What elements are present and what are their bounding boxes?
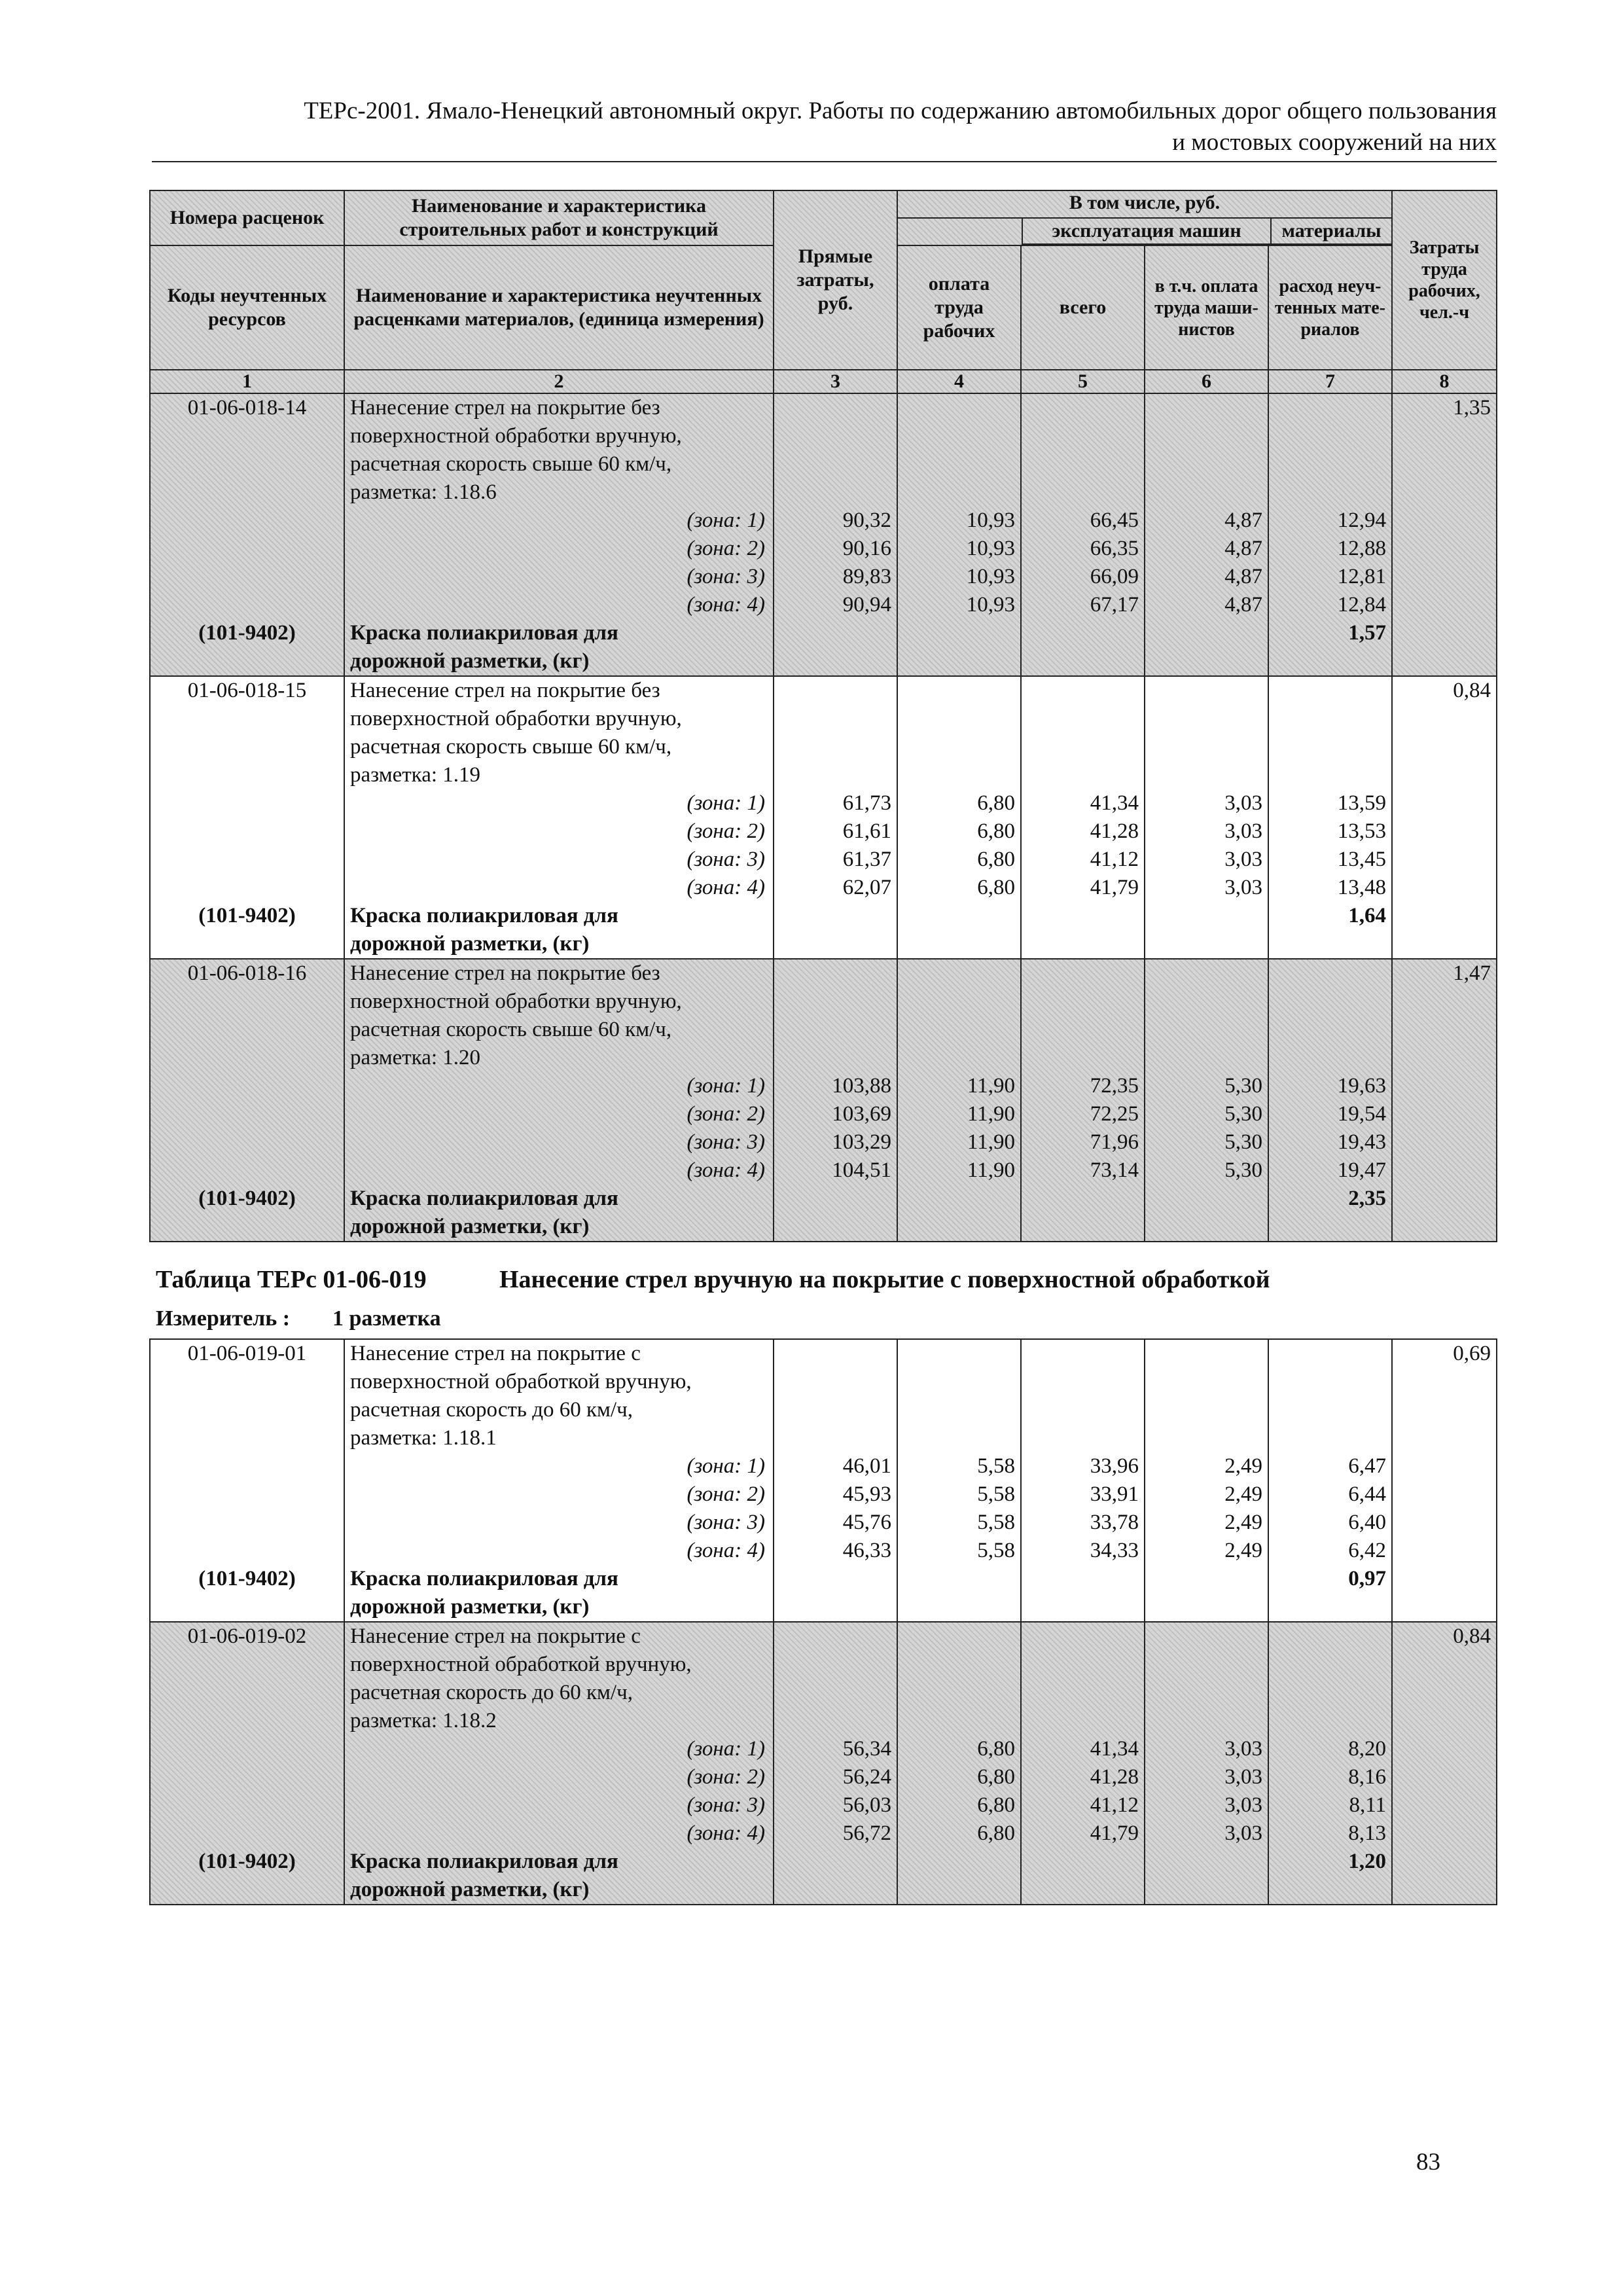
- cost-value: 5,58: [977, 1454, 1015, 1478]
- rate-code-cell: [150, 1622, 344, 1905]
- cost-value: 41,12: [1090, 1793, 1139, 1817]
- zone-label: (зона: 4): [687, 1821, 765, 1845]
- value-cell-c3: [774, 959, 897, 1242]
- col-number: 8: [1392, 370, 1497, 393]
- work-description-line: расчетная скорость свыше 60 км/ч,: [350, 452, 672, 476]
- cost-value: 72,25: [1090, 1102, 1139, 1126]
- material-name-line: Краска полиакриловая для: [350, 1850, 618, 1873]
- cost-value: 71,96: [1090, 1130, 1139, 1154]
- resource-code: (101-9402): [198, 904, 296, 927]
- cost-value: 5,30: [1224, 1074, 1262, 1098]
- cost-value: 6,80: [977, 876, 1015, 899]
- zone-label: (зона: 4): [687, 1158, 765, 1182]
- material-name-line: Краска полиакриловая для: [350, 1187, 618, 1210]
- work-description-cell: [344, 676, 774, 959]
- zone-label: (зона: 3): [687, 1511, 765, 1534]
- cost-value: 8,16: [1348, 1765, 1386, 1789]
- cost-value: 2,49: [1224, 1511, 1262, 1534]
- rate-code: 01-06-018-16: [187, 961, 307, 985]
- cost-value: 2,49: [1224, 1454, 1262, 1478]
- cost-value: 45,76: [842, 1511, 891, 1534]
- rate-code-cell: [150, 393, 344, 676]
- header-worker-pay: оплата труда рабочих: [897, 245, 1021, 370]
- value-cell-c4: [897, 959, 1021, 1242]
- work-description-line: разметка: 1.18.6: [350, 480, 497, 504]
- cost-value: 89,83: [842, 565, 891, 588]
- cost-value: 19,47: [1337, 1158, 1386, 1182]
- value-cell-c6: [1145, 1622, 1268, 1905]
- material-name-line: дорожной разметки, (кг): [350, 1595, 590, 1619]
- header-direct-costs: Прямые затраты, руб.: [774, 190, 897, 370]
- table-body: [150, 393, 1497, 1242]
- work-description-line: разметка: 1.20: [350, 1046, 481, 1069]
- header-line-1: ТЕРс-2001. Ямало-Ненецкий автономный округ. Работы по содержанию автомобильных дорог общего пользования: [304, 98, 1497, 124]
- cost-value: 45,93: [842, 1482, 891, 1506]
- work-description-line: Нанесение стрел на покрытие без: [350, 679, 660, 702]
- measure-label: Измеритель :: [156, 1306, 291, 1331]
- cost-value: 5,58: [977, 1511, 1015, 1534]
- material-quantity: 0,97: [1348, 1567, 1386, 1590]
- cost-value: 3,03: [1224, 1793, 1262, 1817]
- header-line-2: и мостовых сооружений на них: [1172, 129, 1497, 156]
- work-description-line: поверхностной обработкой вручную,: [350, 1370, 692, 1393]
- value-cell-c4: [897, 676, 1021, 959]
- cost-value: 2,49: [1224, 1539, 1262, 1562]
- rate-code: 01-06-019-01: [187, 1342, 307, 1365]
- cost-value: 10,93: [966, 509, 1015, 532]
- work-description-cell: [344, 959, 774, 1242]
- cost-value: 62,07: [842, 876, 891, 899]
- work-description-line: поверхностной обработки вручную,: [350, 707, 682, 730]
- page-number: 83: [1416, 2149, 1440, 2176]
- cost-value: 19,43: [1337, 1130, 1386, 1154]
- cost-value: 67,17: [1090, 593, 1139, 617]
- cost-value: 6,80: [977, 791, 1015, 815]
- material-name-line: дорожной разметки, (кг): [350, 1878, 590, 1901]
- zone-label: (зона: 2): [687, 1102, 765, 1126]
- cost-value: 66,35: [1090, 537, 1139, 560]
- value-cell-c6: [1145, 959, 1268, 1242]
- header-machinist-pay: в т.ч. оплата труда маши-нистов: [1145, 245, 1268, 370]
- col-number: 2: [344, 370, 774, 393]
- work-description-line: поверхностной обработки вручную,: [350, 990, 682, 1013]
- labor-cell: [1392, 1339, 1497, 1622]
- header-including: В том числе, руб.: [898, 191, 1391, 219]
- work-description-line: поверхностной обработки вручную,: [350, 424, 682, 448]
- cost-value: 33,91: [1090, 1482, 1139, 1506]
- cost-value: 56,34: [842, 1737, 891, 1761]
- work-description-line: Нанесение стрел на покрытие с: [350, 1342, 641, 1365]
- cost-value: 6,47: [1348, 1454, 1386, 1478]
- value-cell-c5: [1021, 393, 1145, 676]
- rate-code: 01-06-019-02: [187, 1624, 307, 1648]
- value-cell-c4: [897, 393, 1021, 676]
- cost-value: 6,80: [977, 1765, 1015, 1789]
- resource-code: (101-9402): [198, 1187, 296, 1210]
- cost-value: 61,37: [842, 848, 891, 871]
- cost-value: 6,80: [977, 1737, 1015, 1761]
- table-header: [150, 190, 1497, 393]
- material-name-line: дорожной разметки, (кг): [350, 649, 590, 673]
- header-work-name: Наименование и характеристика строительных работ и конструкций: [344, 190, 774, 245]
- cost-value: 11,90: [967, 1158, 1015, 1182]
- cost-value: 10,93: [966, 565, 1015, 588]
- cost-value: 41,28: [1090, 819, 1139, 843]
- work-description-line: поверхностной обработкой вручную,: [350, 1653, 692, 1676]
- work-description-line: разметка: 1.19: [350, 763, 481, 787]
- cost-value: 33,78: [1090, 1511, 1139, 1534]
- cost-value: 4,87: [1224, 537, 1262, 560]
- cost-value: 4,87: [1224, 565, 1262, 588]
- labor-value: 1,47: [1453, 961, 1491, 985]
- cost-value: 3,03: [1224, 819, 1262, 843]
- cost-value: 8,20: [1348, 1737, 1386, 1761]
- material-quantity: 1,20: [1348, 1850, 1386, 1873]
- unit-of-measure: [156, 1306, 441, 1331]
- rate-code-cell: [150, 959, 344, 1242]
- table-row: [150, 393, 1497, 676]
- labor-value: 1,35: [1453, 396, 1491, 420]
- cost-value: 56,03: [842, 1793, 891, 1817]
- labor-value: 0,84: [1453, 1624, 1491, 1648]
- value-cell-c3: [774, 676, 897, 959]
- cost-value: 5,30: [1224, 1158, 1262, 1182]
- header-resource-codes: Коды неучтенных ресурсов: [150, 245, 344, 370]
- cost-value: 41,34: [1090, 1737, 1139, 1761]
- resource-code: (101-9402): [198, 1850, 296, 1873]
- cost-value: 90,16: [842, 537, 891, 560]
- value-cell-c3: [774, 393, 897, 676]
- table-caption: Нанесение стрел вручную на покрытие с поверхностной обработкой: [499, 1266, 1270, 1293]
- zone-label: (зона: 1): [687, 509, 765, 532]
- material-name-line: Краска полиакриловая для: [350, 1567, 618, 1590]
- cost-value: 104,51: [832, 1158, 891, 1182]
- cost-value: 6,40: [1348, 1511, 1386, 1534]
- cost-value: 11,90: [967, 1102, 1015, 1126]
- zone-label: (зона: 3): [687, 1130, 765, 1154]
- cost-value: 41,28: [1090, 1765, 1139, 1789]
- rates-table-019: [149, 1338, 1497, 1905]
- cost-value: 6,80: [977, 819, 1015, 843]
- material-name-line: Краска полиакриловая для: [350, 904, 618, 927]
- cost-value: 11,90: [967, 1074, 1015, 1098]
- cost-value: 3,03: [1224, 1821, 1262, 1845]
- cost-value: 6,80: [977, 1821, 1015, 1845]
- cost-value: 103,88: [832, 1074, 891, 1098]
- header-labor-costs: Затраты труда рабочих, чел.-ч: [1392, 190, 1497, 370]
- material-quantity: 1,57: [1348, 621, 1386, 645]
- table-row: [150, 959, 1497, 1242]
- zone-label: (зона: 3): [687, 848, 765, 871]
- material-name-line: дорожной разметки, (кг): [350, 1215, 590, 1238]
- cost-value: 41,12: [1090, 848, 1139, 871]
- table-label: Таблица ТЕРс 01-06-019: [156, 1266, 427, 1293]
- cost-value: 8,11: [1349, 1793, 1386, 1817]
- cost-value: 19,54: [1337, 1102, 1386, 1126]
- material-quantity: 2,35: [1348, 1187, 1386, 1210]
- cost-value: 12,94: [1337, 509, 1386, 532]
- labor-cell: [1392, 393, 1497, 676]
- zone-label: (зона: 2): [687, 1482, 765, 1506]
- zone-label: (зона: 2): [687, 537, 765, 560]
- cost-value: 66,09: [1090, 565, 1139, 588]
- zone-label: (зона: 4): [687, 1539, 765, 1562]
- rate-code: 01-06-018-15: [187, 679, 307, 702]
- labor-value: 0,84: [1453, 679, 1491, 702]
- col-number: 3: [774, 370, 897, 393]
- zone-label: (зона: 1): [687, 791, 765, 815]
- work-description-cell: [344, 1622, 774, 1905]
- resource-code: (101-9402): [198, 1567, 296, 1590]
- table-row: [150, 1339, 1497, 1622]
- work-description-line: расчетная скорость до 60 км/ч,: [350, 1398, 633, 1422]
- material-quantity: 1,64: [1348, 904, 1386, 927]
- value-cell-c7: [1268, 1622, 1392, 1905]
- cost-value: 56,72: [842, 1821, 891, 1845]
- labor-cell: [1392, 676, 1497, 959]
- header-machines: эксплуатация машин: [1023, 219, 1272, 245]
- col-number: 1: [150, 370, 344, 393]
- cost-value: 5,30: [1224, 1130, 1262, 1154]
- value-cell-c6: [1145, 676, 1268, 959]
- cost-value: 56,24: [842, 1765, 891, 1789]
- labor-cell: [1392, 1622, 1497, 1905]
- value-cell-c6: [1145, 1339, 1268, 1622]
- zone-label: (зона: 3): [687, 1793, 765, 1817]
- value-cell-c4: [897, 1622, 1021, 1905]
- cost-value: 3,03: [1224, 876, 1262, 899]
- work-description-cell: [344, 1339, 774, 1622]
- value-cell-c7: [1268, 959, 1392, 1242]
- zone-label: (зона: 4): [687, 593, 765, 617]
- cost-value: 6,80: [977, 1793, 1015, 1817]
- cost-value: 4,87: [1224, 593, 1262, 617]
- cost-value: 8,13: [1348, 1821, 1386, 1845]
- cost-value: 2,49: [1224, 1482, 1262, 1506]
- col-number: 7: [1268, 370, 1392, 393]
- rate-code: 01-06-018-14: [187, 396, 307, 420]
- value-cell-c3: [774, 1622, 897, 1905]
- zone-label: (зона: 1): [687, 1074, 765, 1098]
- cost-value: 41,79: [1090, 1821, 1139, 1845]
- cost-value: 13,59: [1337, 791, 1386, 815]
- work-description-line: Нанесение стрел на покрытие без: [350, 396, 660, 420]
- zone-label: (зона: 2): [687, 819, 765, 843]
- table-row: [150, 676, 1497, 959]
- cost-value: 4,87: [1224, 509, 1262, 532]
- work-description-line: разметка: 1.18.1: [350, 1426, 497, 1450]
- col-number: 4: [897, 370, 1021, 393]
- cost-value: 41,34: [1090, 791, 1139, 815]
- cost-value: 46,01: [842, 1454, 891, 1478]
- work-description-line: расчетная скорость свыше 60 км/ч,: [350, 735, 672, 759]
- cost-value: 5,58: [977, 1539, 1015, 1562]
- work-description-line: Нанесение стрел на покрытие с: [350, 1624, 641, 1648]
- cost-value: 61,61: [842, 819, 891, 843]
- zone-label: (зона: 3): [687, 565, 765, 588]
- material-name-line: Краска полиакриловая для: [350, 621, 618, 645]
- cost-value: 12,81: [1337, 565, 1386, 588]
- value-cell-c7: [1268, 1339, 1392, 1622]
- cost-value: 3,03: [1224, 791, 1262, 815]
- value-cell-c5: [1021, 676, 1145, 959]
- cost-value: 11,90: [967, 1130, 1015, 1154]
- work-description-line: разметка: 1.18.2: [350, 1709, 497, 1732]
- cost-value: 12,88: [1337, 537, 1386, 560]
- material-name-line: дорожной разметки, (кг): [350, 932, 590, 956]
- cost-value: 5,58: [977, 1482, 1015, 1506]
- cost-value: 73,14: [1090, 1158, 1139, 1182]
- cost-value: 34,33: [1090, 1539, 1139, 1562]
- cost-value: 5,30: [1224, 1102, 1262, 1126]
- value-cell-c7: [1268, 676, 1392, 959]
- cost-value: 13,48: [1337, 876, 1386, 899]
- cost-value: 6,42: [1348, 1539, 1386, 1562]
- labor-cell: [1392, 959, 1497, 1242]
- page-header: [152, 96, 1497, 162]
- zone-label: (зона: 4): [687, 876, 765, 899]
- table-row: [150, 1622, 1497, 1905]
- measure-value: 1 разметка: [332, 1306, 441, 1331]
- cost-value: 41,79: [1090, 876, 1139, 899]
- work-description-line: расчетная скорость до 60 км/ч,: [350, 1681, 633, 1704]
- cost-value: 46,33: [842, 1539, 891, 1562]
- rate-code-cell: [150, 676, 344, 959]
- col-number: 5: [1021, 370, 1145, 393]
- value-cell-c5: [1021, 1622, 1145, 1905]
- cost-value: 3,03: [1224, 1765, 1262, 1789]
- zone-label: (зона: 2): [687, 1765, 765, 1789]
- cost-value: 66,45: [1090, 509, 1139, 532]
- header-machines-total: всего: [1021, 245, 1145, 370]
- cost-value: 10,93: [966, 593, 1015, 617]
- work-description-line: Нанесение стрел на покрытие без: [350, 961, 660, 985]
- cost-value: 3,03: [1224, 1737, 1262, 1761]
- resource-code: (101-9402): [198, 621, 296, 645]
- header-material-name: Наименование и характеристика неучтенных расценками материалов, (единица измерения): [344, 245, 774, 370]
- value-cell-c3: [774, 1339, 897, 1622]
- work-description-cell: [344, 393, 774, 676]
- header-rate-numbers: Номера расценок: [150, 190, 344, 245]
- table-title: [156, 1265, 1270, 1294]
- table-body: [150, 1339, 1497, 1905]
- col-number: 6: [1145, 370, 1268, 393]
- cost-value: 13,53: [1337, 819, 1386, 843]
- header-material-consumption: расход неуч-тенных мате-риалов: [1268, 245, 1392, 370]
- cost-value: 72,35: [1090, 1074, 1139, 1098]
- value-cell-c4: [897, 1339, 1021, 1622]
- cost-value: 103,29: [832, 1130, 891, 1154]
- labor-value: 0,69: [1453, 1342, 1491, 1365]
- zone-label: (зона: 1): [687, 1454, 765, 1478]
- value-cell-c5: [1021, 1339, 1145, 1622]
- header-materials: материалы: [1272, 219, 1391, 245]
- zone-label: (зона: 1): [687, 1737, 765, 1761]
- value-cell-c5: [1021, 959, 1145, 1242]
- cost-value: 33,96: [1090, 1454, 1139, 1478]
- cost-value: 13,45: [1337, 848, 1386, 871]
- cost-value: 90,94: [842, 593, 891, 617]
- cost-value: 6,44: [1348, 1482, 1386, 1506]
- cost-value: 3,03: [1224, 848, 1262, 871]
- work-description-line: расчетная скорость свыше 60 км/ч,: [350, 1018, 672, 1041]
- cost-value: 61,73: [842, 791, 891, 815]
- cost-value: 90,32: [842, 509, 891, 532]
- cost-value: 12,84: [1337, 593, 1386, 617]
- cost-value: 6,80: [977, 848, 1015, 871]
- value-cell-c7: [1268, 393, 1392, 676]
- cost-value: 10,93: [966, 537, 1015, 560]
- cost-value: 19,63: [1337, 1074, 1386, 1098]
- rate-code-cell: [150, 1339, 344, 1622]
- rates-table-018: [149, 190, 1497, 1242]
- cost-value: 103,69: [832, 1102, 891, 1126]
- value-cell-c6: [1145, 393, 1268, 676]
